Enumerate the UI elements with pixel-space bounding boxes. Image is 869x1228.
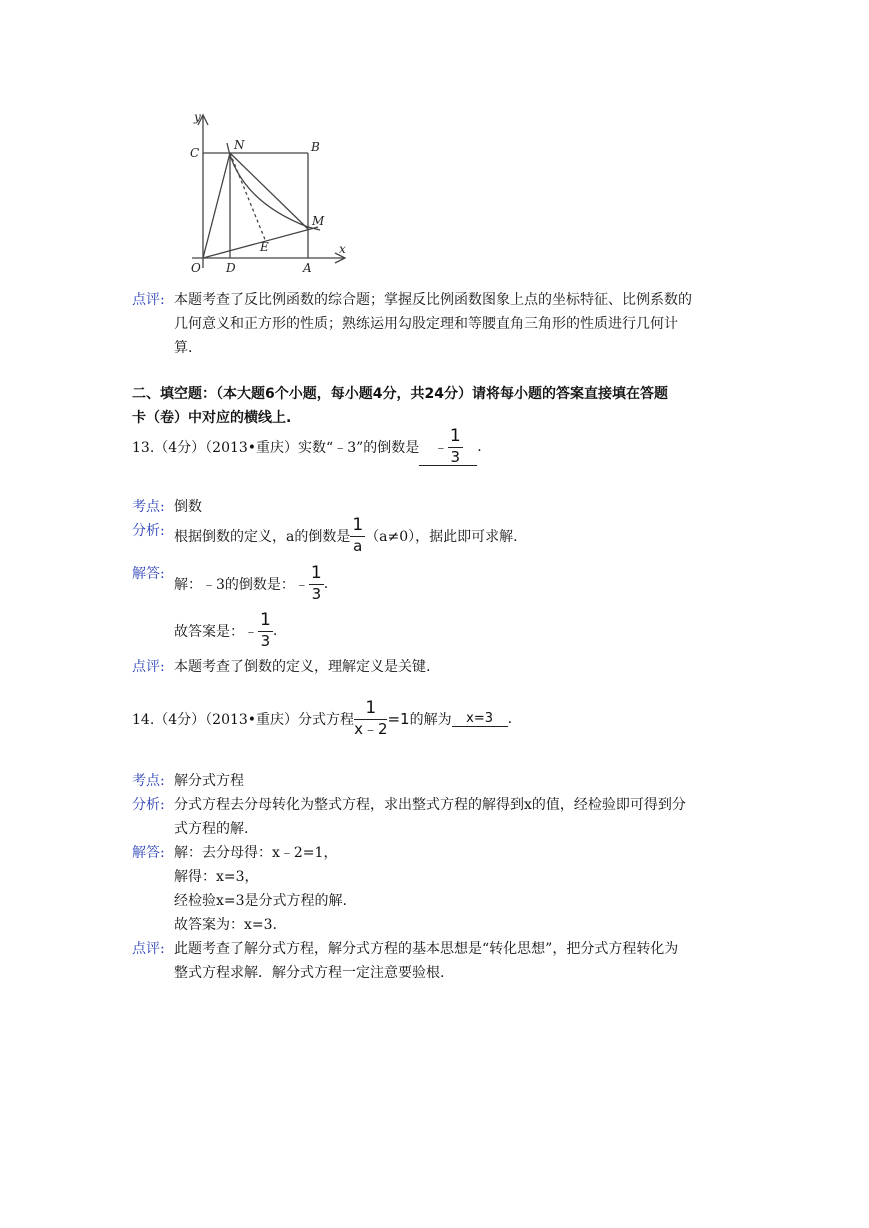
q14-pingping-line2: 整式方程求解．解分式方程一定注意要验根. (174, 965, 445, 981)
q13-kaodian-tag: 考点: (132, 499, 165, 515)
q14-stem-end: . (507, 710, 513, 727)
q13-answer-row-denominator: 3 (260, 632, 271, 650)
q13-answer-sign: ﹣ (433, 439, 448, 456)
geometry-figure (180, 105, 360, 280)
hyperbola-curve (227, 143, 320, 230)
q12-comment-tag: 点评: (132, 292, 165, 308)
q14-fenxi-line2: 式方程的解. (174, 821, 249, 837)
q12-comment-line1: 本题考查了反比例函数的综合题；掌握反比例函数图象上点的坐标特征、比例系数的 (174, 292, 692, 308)
q13-answer-row (174, 612, 277, 649)
section-heading-line1: 二、填空题：（本大题6个小题，每小题4分，共24分）请将每小题的答案直接填在答题 (132, 386, 668, 402)
q13-answer-fraction (448, 428, 463, 465)
q13-jieda-end: . (323, 575, 329, 592)
q13-stem-end: . (477, 438, 482, 455)
q14-equation-numerator: 1 (354, 700, 387, 720)
q14-jieda-line3: 经检验x=3是分式方程的解. (174, 893, 347, 909)
q14-fenxi-tag: 分析: (132, 797, 165, 813)
q13-fenxi-text-b: （a≠0），据此即可求解. (365, 528, 518, 545)
q14-kaodian: 解分式方程 (174, 773, 244, 789)
q13-jieda-fraction (309, 565, 324, 602)
q13-stem-row (132, 428, 482, 466)
q13-fenxi-numerator: 1 (352, 515, 364, 535)
q13-jieda-denominator: 3 (311, 585, 322, 603)
q13-answer-row-end: . (272, 622, 278, 639)
label-d: D (226, 261, 236, 275)
q13-fenxi-fraction (350, 517, 365, 554)
q13-pingping: 本题考查了倒数的定义，理解定义是关键. (174, 659, 431, 675)
q14-equation-fraction (354, 700, 387, 737)
label-m: M (312, 214, 325, 228)
q14-pingping-tag: 点评: (132, 941, 165, 957)
q13-pingping-tag: 点评: (132, 659, 165, 675)
q14-equation-denominator: x﹣2 (354, 720, 388, 738)
q14-stem-row (132, 700, 512, 737)
q12-comment-line2: 几何意义和正方形的性质；熟练运用勾股定理和等腰直角三角形的性质进行几何计 (174, 316, 678, 332)
q13-fenxi-tag: 分析: (132, 523, 165, 539)
q13-jieda-numerator: 1 (310, 563, 322, 583)
q14-fenxi-line1: 分式方程去分母转化为整式方程，求出整式方程的解得到x的值，经检验即可得到分 (174, 797, 686, 813)
q13-stem: 13.（4分）（2013•重庆）实数“﹣3”的倒数是 (132, 439, 420, 456)
q13-fenxi-denominator: a (353, 537, 363, 555)
q14-stem: 14.（4分）（2013•重庆）分式方程 (132, 711, 355, 728)
label-a: A (303, 261, 312, 275)
segment-on (203, 153, 230, 258)
q13-answer-denominator: 3 (450, 448, 461, 466)
q14-stem-b: 的解为 (409, 711, 452, 728)
label-n: N (234, 138, 245, 152)
q12-comment-line3: 算. (174, 340, 193, 356)
q14-equation-rhs: =1 (387, 709, 410, 728)
q14-jieda-line4: 故答案为：x=3. (174, 917, 277, 933)
segment-nm (230, 153, 308, 229)
q13-kaodian: 倒数 (174, 499, 202, 515)
q13-answer-numerator: 1 (449, 426, 461, 446)
q13-answer-blank (419, 428, 477, 466)
q13-jieda-row (174, 565, 328, 602)
section-heading-line2: 卡（卷）中对应的横线上. (132, 410, 292, 426)
q13-answer-row-numerator: 1 (260, 610, 271, 630)
label-x: x (339, 242, 346, 256)
label-c: C (190, 146, 200, 160)
q13-answer-row-fraction (258, 612, 273, 649)
q14-kaodian-tag: 考点: (132, 773, 165, 789)
label-e: E (260, 240, 269, 254)
q13-fenxi-text-a: 根据倒数的定义，a的倒数是 (174, 528, 351, 545)
q14-pingping-line1: 此题考查了解分式方程，解分式方程的基本思想是“转化思想”，把分式方程转化为 (174, 941, 679, 957)
segment-ne-dashed (230, 153, 266, 242)
label-b: B (311, 140, 320, 154)
q14-jieda-line2: 解得：x=3， (174, 869, 259, 885)
q14-jieda-tag: 解答: (132, 845, 165, 861)
q13-jieda-text: 解：﹣3的倒数是：﹣ (174, 576, 309, 593)
label-y: y (194, 110, 201, 124)
q13-fenxi-row (174, 517, 518, 554)
q13-jieda-tag: 解答: (132, 566, 165, 582)
q14-jieda-line1: 解：去分母得：x﹣2=1， (174, 845, 338, 861)
q14-answer-blank: x=3 (452, 711, 508, 727)
label-o: O (191, 261, 201, 275)
q13-answer-text: 故答案是：﹣ (174, 623, 258, 640)
